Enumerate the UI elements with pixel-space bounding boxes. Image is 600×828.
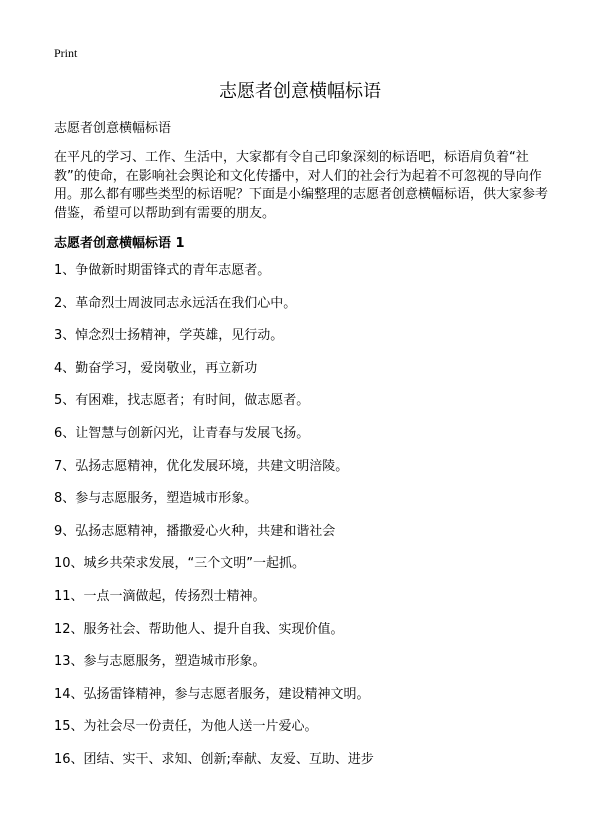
list-item: 16、团结、实干、求知、创新;奉献、友爱、互助、进步 [54, 751, 374, 767]
list-item: 7、弘扬志愿精神，优化发展环境，共建文明涪陵。 [54, 458, 349, 474]
list-item: 10、城乡共荣求发展，“三个文明”一起抓。 [54, 556, 306, 572]
list-item: 11、一点一滴做起，传扬烈士精神。 [54, 588, 266, 604]
list-item: 6、让智慧与创新闪光，让青春与发展飞扬。 [54, 425, 310, 441]
list-item: 2、革命烈士周波同志永远活在我们心中。 [54, 295, 297, 311]
page-title: 志愿者创意横幅标语 [219, 81, 381, 102]
intro-paragraph: 在平凡的学习、工作、生活中，大家都有令自己印象深刻的标语吧，标语肩负着“社教”的使命，在影响社会舆论和文化传播中，对人们的社会行为起着不可忽视的导向作用。那么都有哪些类型的标语呢？下面是小编整理的志愿者创意横幅标语，供大家参考借鉴，希望可以帮助到有需要的朋友。 [54, 150, 549, 221]
list-item: 13、参与志愿服务，塑造城市形象。 [54, 654, 266, 670]
section-heading: 志愿者创意横幅标语 1 [54, 236, 185, 251]
list-item: 9、弘扬志愿精神，播撒爱心火种，共建和谐社会 [54, 523, 336, 539]
list-item: 12、服务社会、帮助他人、提升自我、实现价值。 [54, 621, 344, 637]
slogan-list [54, 262, 554, 784]
article-subtitle: 志愿者创意横幅标语 [54, 121, 172, 136]
list-item: 1、争做新时期雷锋式的青年志愿者。 [54, 263, 271, 278]
list-item: 3、悼念烈士扬精神，学英雄，见行动。 [54, 328, 284, 344]
list-item: 4、勤奋学习，爱岗敬业，再立新功 [54, 360, 258, 376]
list-item: 14、弘扬雷锋精神，参与志愿者服务，建设精神文明。 [54, 686, 370, 702]
list-item: 15、为社会尽一份责任，为他人送一片爱心。 [54, 719, 318, 735]
list-item: 8、参与志愿服务，塑造城市形象。 [54, 491, 258, 507]
print-link[interactable]: Print [54, 46, 78, 60]
list-item: 5、有困难，找志愿者；有时间，做志愿者。 [54, 393, 310, 409]
